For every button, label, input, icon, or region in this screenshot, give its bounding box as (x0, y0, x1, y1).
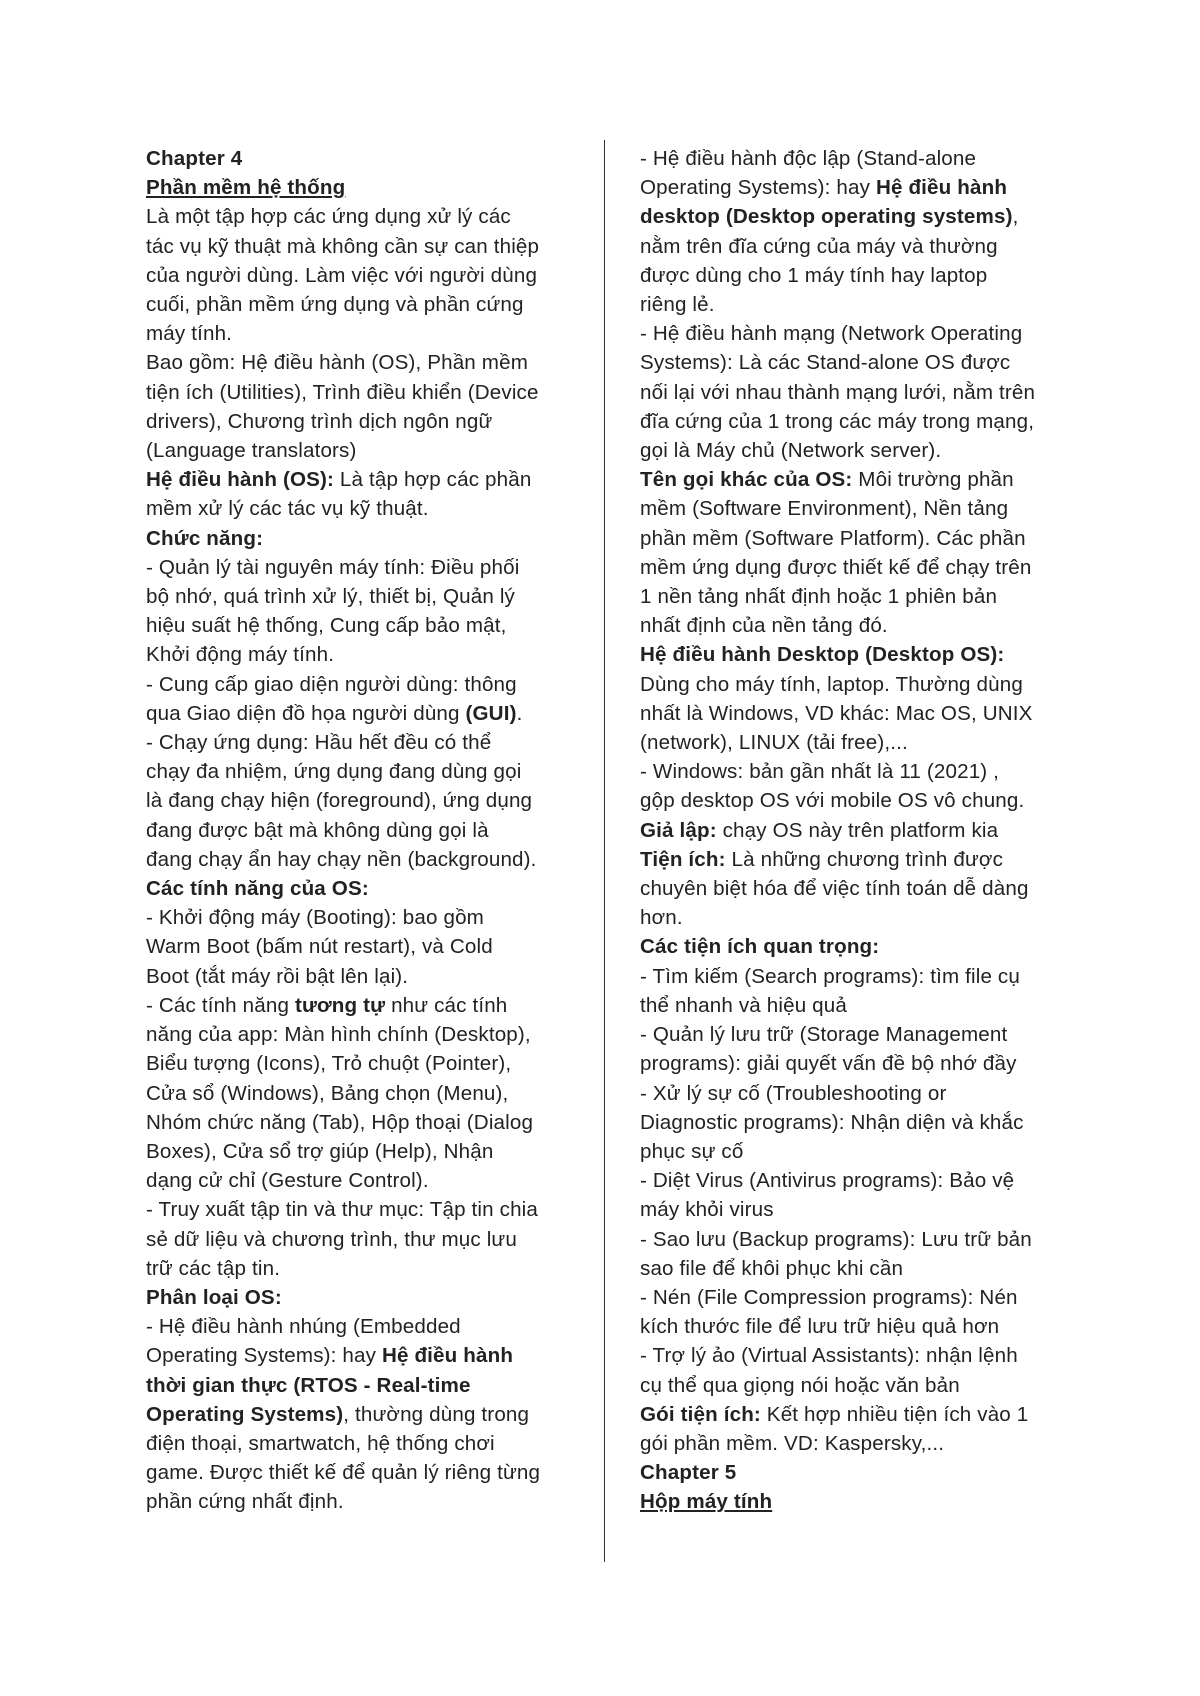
text-run: drivers), Chương trình dịch ngôn ngữ (146, 409, 493, 433)
text-run: - Các tính năng (146, 993, 295, 1017)
text-line (146, 640, 578, 669)
text-line (640, 611, 1080, 640)
text-line (146, 962, 578, 991)
text-run: hiệu suất hệ thống, Cung cấp bảo mật, (146, 614, 507, 638)
text-run: Khởi động máy tính. (146, 643, 335, 667)
text-line (640, 319, 1080, 348)
emphasized-text: Chapter 5 (640, 1461, 737, 1485)
text-line (640, 991, 1080, 1020)
text-run: Là những chương trình được (725, 847, 1004, 871)
emphasized-text: tương tự (294, 993, 386, 1017)
text-line (146, 1283, 578, 1312)
text-run: - Trợ lý ảo (Virtual Assistants): nhận lệnh (640, 1344, 1018, 1368)
text-line (640, 1312, 1080, 1341)
text-line (640, 524, 1080, 553)
text-line (640, 1108, 1080, 1137)
text-line (146, 582, 578, 611)
text-line (640, 640, 1080, 669)
text-line (640, 1371, 1080, 1400)
text-line (640, 261, 1080, 290)
emphasized-text: Gói tiện ích: (640, 1402, 761, 1426)
emphasized-text: Phần mềm hệ thống (146, 176, 346, 200)
text-line (640, 1429, 1080, 1458)
text-run: - Truy xuất tập tin và thư mục: Tập tin chia (146, 1198, 539, 1222)
text-run: máy khỏi virus (640, 1198, 774, 1222)
text-run: mềm ứng dụng được thiết kế để chạy trên (640, 555, 1032, 579)
text-line (640, 962, 1080, 991)
text-line (146, 319, 578, 348)
text-run: Operating Systems): hay (640, 176, 876, 200)
text-run: - Windows: bản gần nhất là 11 (2021) , (640, 760, 1000, 784)
text-run: - Quản lý lưu trữ (Storage Management (640, 1023, 1008, 1047)
text-line (146, 1341, 578, 1370)
text-run: cụ thể qua giọng nói hoặc văn bản (640, 1373, 960, 1397)
text-run: Boxes), Cửa sổ trợ giúp (Help), Nhận (146, 1139, 494, 1163)
text-run: nhất định của nền tảng đó. (640, 614, 888, 638)
text-line (146, 1137, 578, 1166)
text-run: gộp desktop OS với mobile OS vô chung. (640, 789, 1025, 813)
text-line (146, 1400, 578, 1429)
text-line (146, 1225, 578, 1254)
text-run: Là một tập hợp các ứng dụng xử lý các (146, 205, 511, 229)
text-run: Môi trường phần (852, 468, 1014, 492)
emphasized-text: Tên gọi khác của OS: (640, 468, 853, 492)
text-run: (Language translators) (146, 439, 357, 463)
emphasized-text: Hệ điều hành (875, 176, 1008, 200)
text-run: được dùng cho 1 máy tính hay laptop (640, 263, 988, 287)
text-line (146, 407, 578, 436)
text-line (146, 874, 578, 903)
text-line (146, 816, 578, 845)
right-column (640, 144, 1080, 1517)
emphasized-text: desktop (Desktop operating systems) (640, 205, 1013, 229)
text-run: Là tập hợp các phần (334, 468, 532, 492)
text-line (146, 348, 578, 377)
text-line (640, 465, 1080, 494)
text-line (640, 1137, 1080, 1166)
text-line (640, 1283, 1080, 1312)
emphasized-text: Tiện ích: (640, 847, 726, 871)
text-run: - Chạy ứng dụng: Hầu hết đều có thể (146, 731, 492, 755)
text-line (640, 290, 1080, 319)
text-line (640, 699, 1080, 728)
text-line (146, 1108, 578, 1137)
text-line (640, 582, 1080, 611)
text-run: đang được bật mà không dùng gọi là (146, 818, 489, 842)
text-line (640, 436, 1080, 465)
text-line (146, 611, 578, 640)
text-line (146, 699, 578, 728)
left-column (146, 144, 578, 1517)
text-run: điện thoại, smartwatch, hệ thống chơi (146, 1431, 495, 1455)
text-line (146, 932, 578, 961)
text-run: hơn. (640, 906, 683, 930)
text-run: nhất là Windows, VD khác: Mac OS, UNIX (640, 701, 1033, 725)
text-line (640, 845, 1080, 874)
text-line (640, 1020, 1080, 1049)
emphasized-text: Hệ điều hành (381, 1344, 514, 1368)
text-line (146, 1487, 578, 1516)
text-line (146, 436, 578, 465)
text-line (640, 1487, 1080, 1516)
text-run: Biểu tượng (Icons), Trỏ chuột (Pointer), (146, 1052, 512, 1076)
text-line (640, 816, 1080, 845)
text-run: , thường dùng trong (343, 1402, 530, 1426)
text-line (146, 903, 578, 932)
text-line (146, 173, 578, 202)
text-run: chuyên biệt hóa để việc tính toán dễ dàng (640, 877, 1029, 901)
text-run: sao file để khôi phục khi cần (640, 1256, 904, 1280)
text-line (146, 757, 578, 786)
text-line (640, 1166, 1080, 1195)
text-run: máy tính. (146, 322, 233, 346)
text-run: - Quản lý tài nguyên máy tính: Điều phối (146, 555, 520, 579)
text-run: game. Được thiết kế để quản lý riêng từng (146, 1461, 541, 1485)
emphasized-text: Hệ điều hành Desktop (Desktop OS): (640, 643, 1005, 667)
text-line (640, 407, 1080, 436)
text-line (640, 1400, 1080, 1429)
text-line (640, 728, 1080, 757)
text-line (146, 144, 578, 173)
text-run: qua Giao diện đồ họa người dùng (146, 701, 466, 725)
text-run: - Xử lý sự cố (Troubleshooting or (640, 1081, 947, 1105)
text-line (640, 232, 1080, 261)
text-run: Warm Boot (bấm nút restart), và Cold (146, 935, 493, 959)
column-divider (604, 140, 605, 1562)
text-line (146, 1049, 578, 1078)
text-run: phục sự cố (640, 1139, 744, 1163)
text-run: cuối, phần mềm ứng dụng và phần cứng (146, 293, 524, 317)
emphasized-text: thời gian thực (RTOS - Real-time (146, 1373, 471, 1397)
text-run: như các tính (385, 993, 508, 1017)
text-line (640, 1458, 1080, 1487)
emphasized-text: Giả lập: (640, 818, 717, 842)
emphasized-text: Hệ điều hành (OS): (146, 468, 335, 492)
text-run: - Diệt Virus (Antivirus programs): Bảo vệ (640, 1169, 1015, 1193)
text-line (146, 1371, 578, 1400)
text-line (146, 670, 578, 699)
text-run: Systems): Là các Stand-alone OS được (640, 351, 1011, 375)
text-run: phần cứng nhất định. (146, 1490, 344, 1514)
text-run: bộ nhớ, quá trình xử lý, thiết bị, Quản lý (146, 585, 516, 609)
text-line (640, 553, 1080, 582)
text-line (146, 290, 578, 319)
text-line (640, 1341, 1080, 1370)
text-line (640, 1225, 1080, 1254)
emphasized-text: (GUI) (465, 701, 517, 725)
text-run: - Tìm kiếm (Search programs): tìm file cụ (640, 964, 1020, 988)
text-run: đang chạy ẩn hay chạy nền (background). (146, 847, 537, 871)
text-run: tiện ích (Utilities), Trình điều khiển (Device (146, 380, 539, 404)
text-line (640, 932, 1080, 961)
text-line (640, 1049, 1080, 1078)
text-run: - Cung cấp giao diện người dùng: thông (146, 672, 517, 696)
text-run: của người dùng. Làm việc với người dùng (146, 263, 538, 287)
text-line (640, 378, 1080, 407)
emphasized-text: Operating Systems) (146, 1402, 344, 1426)
text-run: nối lại với nhau thành mạng lưới, nằm trên (640, 380, 1036, 404)
text-line (146, 1166, 578, 1195)
text-run: . (516, 701, 523, 725)
text-run: , (1012, 205, 1019, 229)
text-run: năng của app: Màn hình chính (Desktop), (146, 1023, 531, 1047)
text-run: mềm (Software Environment), Nền tảng (640, 497, 1009, 521)
text-line (146, 1254, 578, 1283)
text-line (146, 1079, 578, 1108)
text-run: Boot (tắt máy rồi bật lên lại). (146, 964, 409, 988)
text-run: dạng cử chỉ (Gesture Control). (146, 1169, 429, 1193)
text-line (640, 1079, 1080, 1108)
text-run: tác vụ kỹ thuật mà không cần sự can thiệp (146, 234, 540, 258)
text-run: sẻ dữ liệu và chương trình, thư mục lưu (146, 1227, 517, 1251)
text-run: trữ các tập tin. (146, 1256, 281, 1280)
text-line (640, 1195, 1080, 1224)
text-run: Cửa sổ (Windows), Bảng chọn (Menu), (146, 1081, 509, 1105)
text-run: (network), LINUX (tải free),... (640, 731, 908, 755)
text-line (640, 494, 1080, 523)
text-run: programs): giải quyết vấn đề bộ nhớ đầy (640, 1052, 1017, 1076)
text-run: nằm trên đĩa cứng của máy và thường (640, 234, 998, 258)
text-line (640, 173, 1080, 202)
text-run: phần mềm (Software Platform). Các phần (640, 526, 1026, 550)
text-run: - Hệ điều hành nhúng (Embedded (146, 1315, 461, 1339)
text-line (146, 1429, 578, 1458)
text-line (640, 144, 1080, 173)
text-line (146, 202, 578, 231)
text-line (640, 1254, 1080, 1283)
emphasized-text: Các tính năng của OS: (146, 877, 369, 901)
text-run: Operating Systems): hay (146, 1344, 382, 1368)
emphasized-text: Chapter 4 (146, 147, 243, 170)
text-line (640, 903, 1080, 932)
text-run: - Khởi động máy (Booting): bao gồm (146, 906, 484, 930)
text-run: 1 nền tảng nhất định hoặc 1 phiên bản (640, 585, 998, 609)
text-run: kích thước file để lưu trữ hiệu quả hơn (640, 1315, 1000, 1339)
text-run: mềm xử lý các tác vụ kỹ thuật. (146, 497, 429, 521)
text-line (640, 348, 1080, 377)
emphasized-text: Hộp máy tính (640, 1490, 773, 1514)
text-line (146, 786, 578, 815)
text-line (146, 524, 578, 553)
text-line (640, 786, 1080, 815)
text-run: thể nhanh và hiệu quả (640, 993, 847, 1017)
text-line (146, 465, 578, 494)
emphasized-text: Các tiện ích quan trọng: (640, 935, 880, 959)
text-line (146, 378, 578, 407)
text-run: - Hệ điều hành mạng (Network Operating (640, 322, 1023, 346)
text-line (640, 874, 1080, 903)
text-line (146, 232, 578, 261)
text-line (640, 670, 1080, 699)
text-line (146, 1020, 578, 1049)
text-line (146, 1458, 578, 1487)
emphasized-text: Phân loại OS: (146, 1285, 282, 1309)
text-run: chạy OS này trên platform kia (716, 818, 999, 842)
text-run: đĩa cứng của 1 trong các máy trong mạng, (640, 409, 1035, 433)
text-run: - Nén (File Compression programs): Nén (640, 1285, 1018, 1309)
text-run: gọi là Máy chủ (Network server). (640, 439, 942, 463)
text-line (640, 757, 1080, 786)
text-line (146, 553, 578, 582)
text-line (146, 494, 578, 523)
text-line (146, 1312, 578, 1341)
text-run: gói phần mềm. VD: Kaspersky,... (640, 1431, 945, 1455)
text-run: Diagnostic programs): Nhận diện và khắc (640, 1110, 1024, 1134)
text-run: Bao gồm: Hệ điều hành (OS), Phần mềm (146, 351, 528, 375)
text-line (146, 845, 578, 874)
text-run: riêng lẻ. (640, 293, 715, 317)
emphasized-text: Chức năng: (146, 526, 264, 550)
text-line (640, 202, 1080, 231)
text-run: - Sao lưu (Backup programs): Lưu trữ bản (640, 1227, 1032, 1251)
text-line (146, 991, 578, 1020)
text-line (146, 261, 578, 290)
text-run: Nhóm chức năng (Tab), Hộp thoại (Dialog (146, 1110, 534, 1134)
text-run: Dùng cho máy tính, laptop. Thường dùng (640, 672, 1023, 696)
text-line (146, 1195, 578, 1224)
text-run: chạy đa nhiệm, ứng dụng đang dùng gọi (146, 760, 522, 784)
text-run: Kết hợp nhiều tiện ích vào 1 (760, 1402, 1029, 1426)
text-run: - Hệ điều hành độc lập (Stand-alone (640, 147, 977, 170)
text-run: là đang chạy hiện (foreground), ứng dụng (146, 789, 533, 813)
text-line (146, 728, 578, 757)
